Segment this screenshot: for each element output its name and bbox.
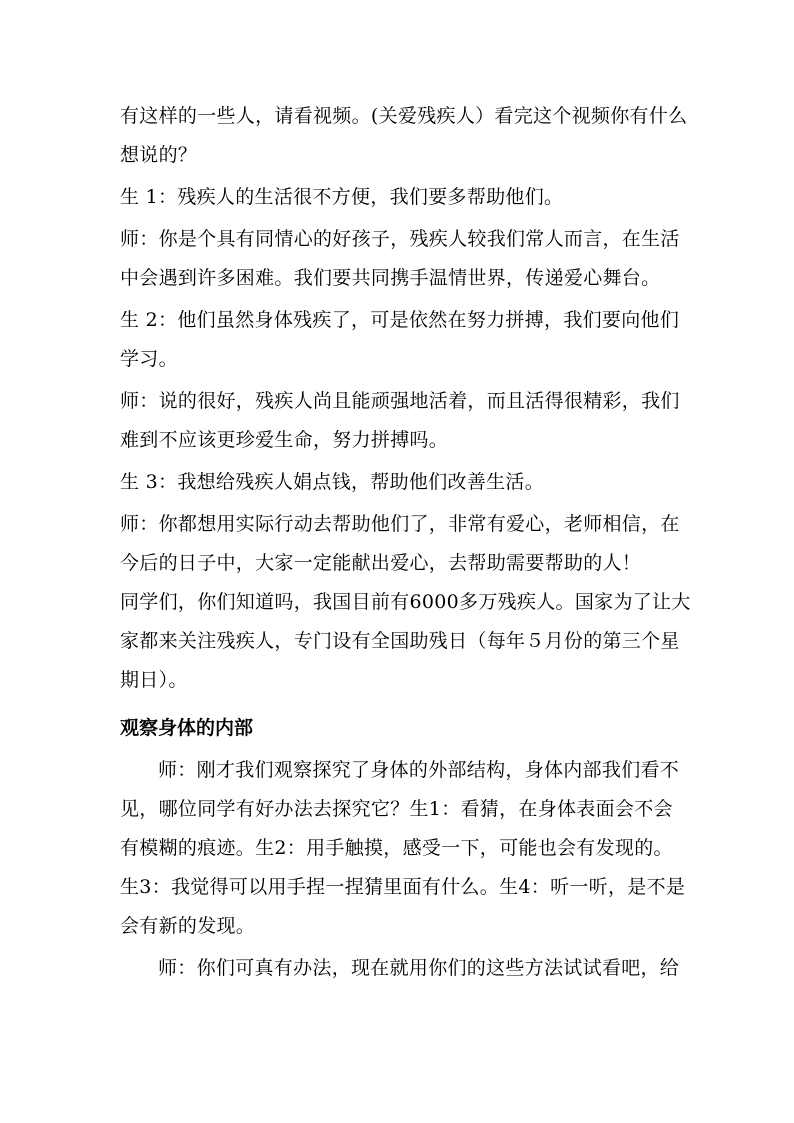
text-line: 师：说的很好，残疾人尚且能顽强地活着，而且活得很精彩，我们 [120, 390, 680, 412]
text-line: 家都来关注残疾人，专门设有全国助残日（每年５月份的第三个星 [120, 630, 680, 652]
text-line: 期日）。 [120, 669, 188, 691]
text-line: 有模糊的痕迹。生2：用手触摸，感受一下，可能也会有发现的。 [120, 837, 673, 859]
text-line: 有这样的一些人，请看视频。(关爱残疾人）看完这个视频你有什么 [120, 105, 688, 127]
text-line: 同学们，你们知道吗，我国目前有6000多万残疾人。国家为了让大 [120, 591, 691, 613]
text-line: 学习。 [120, 348, 178, 370]
text-line: 想说的？ [120, 144, 198, 166]
document-body [120, 97, 691, 988]
text-line: 生 2：他们虽然身体残疾了，可是依然在努力拼搏，我们要向他们 [120, 309, 680, 331]
text-line: 生3：我觉得可以用手捏一捏猜里面有什么。生4：听一听，是不是 [120, 876, 686, 898]
text-line: 见，哪位同学有好办法去探究它？生1：看猜，在身体表面会不会 [120, 798, 673, 820]
text-line: 生 3：我想给残疾人娟点钱，帮助他们改善生活。 [120, 471, 545, 493]
text-line: 师：你是个具有同情心的好孩子，残疾人较我们常人而言，在生活 [120, 228, 680, 250]
text-line: 生 1：残疾人的生活很不方便，我们要多帮助他们。 [120, 186, 564, 208]
text-line: 师：刚才我们观察探究了身体的外部结构，身体内部我们看不 [158, 759, 680, 781]
text-line: 今后的日子中，大家一定能献出爱心，去帮助需要帮助的人！ [120, 552, 642, 574]
text-line: 会有新的发现。 [120, 915, 256, 937]
text-line: 难到不应该更珍爱生命，努力拼搏吗。 [120, 429, 449, 451]
section-heading: 观察身体的内部 [120, 717, 254, 739]
text-line: 师：你都想用实际行动去帮助他们了，非常有爱心，老师相信，在 [120, 513, 680, 535]
text-line: 中会遇到许多困难。我们要共同携手温情世界，传递爱心舞台。 [120, 267, 661, 289]
text-line: 师：你们可真有办法，现在就用你们的这些方法试试看吧，给 [158, 957, 680, 979]
